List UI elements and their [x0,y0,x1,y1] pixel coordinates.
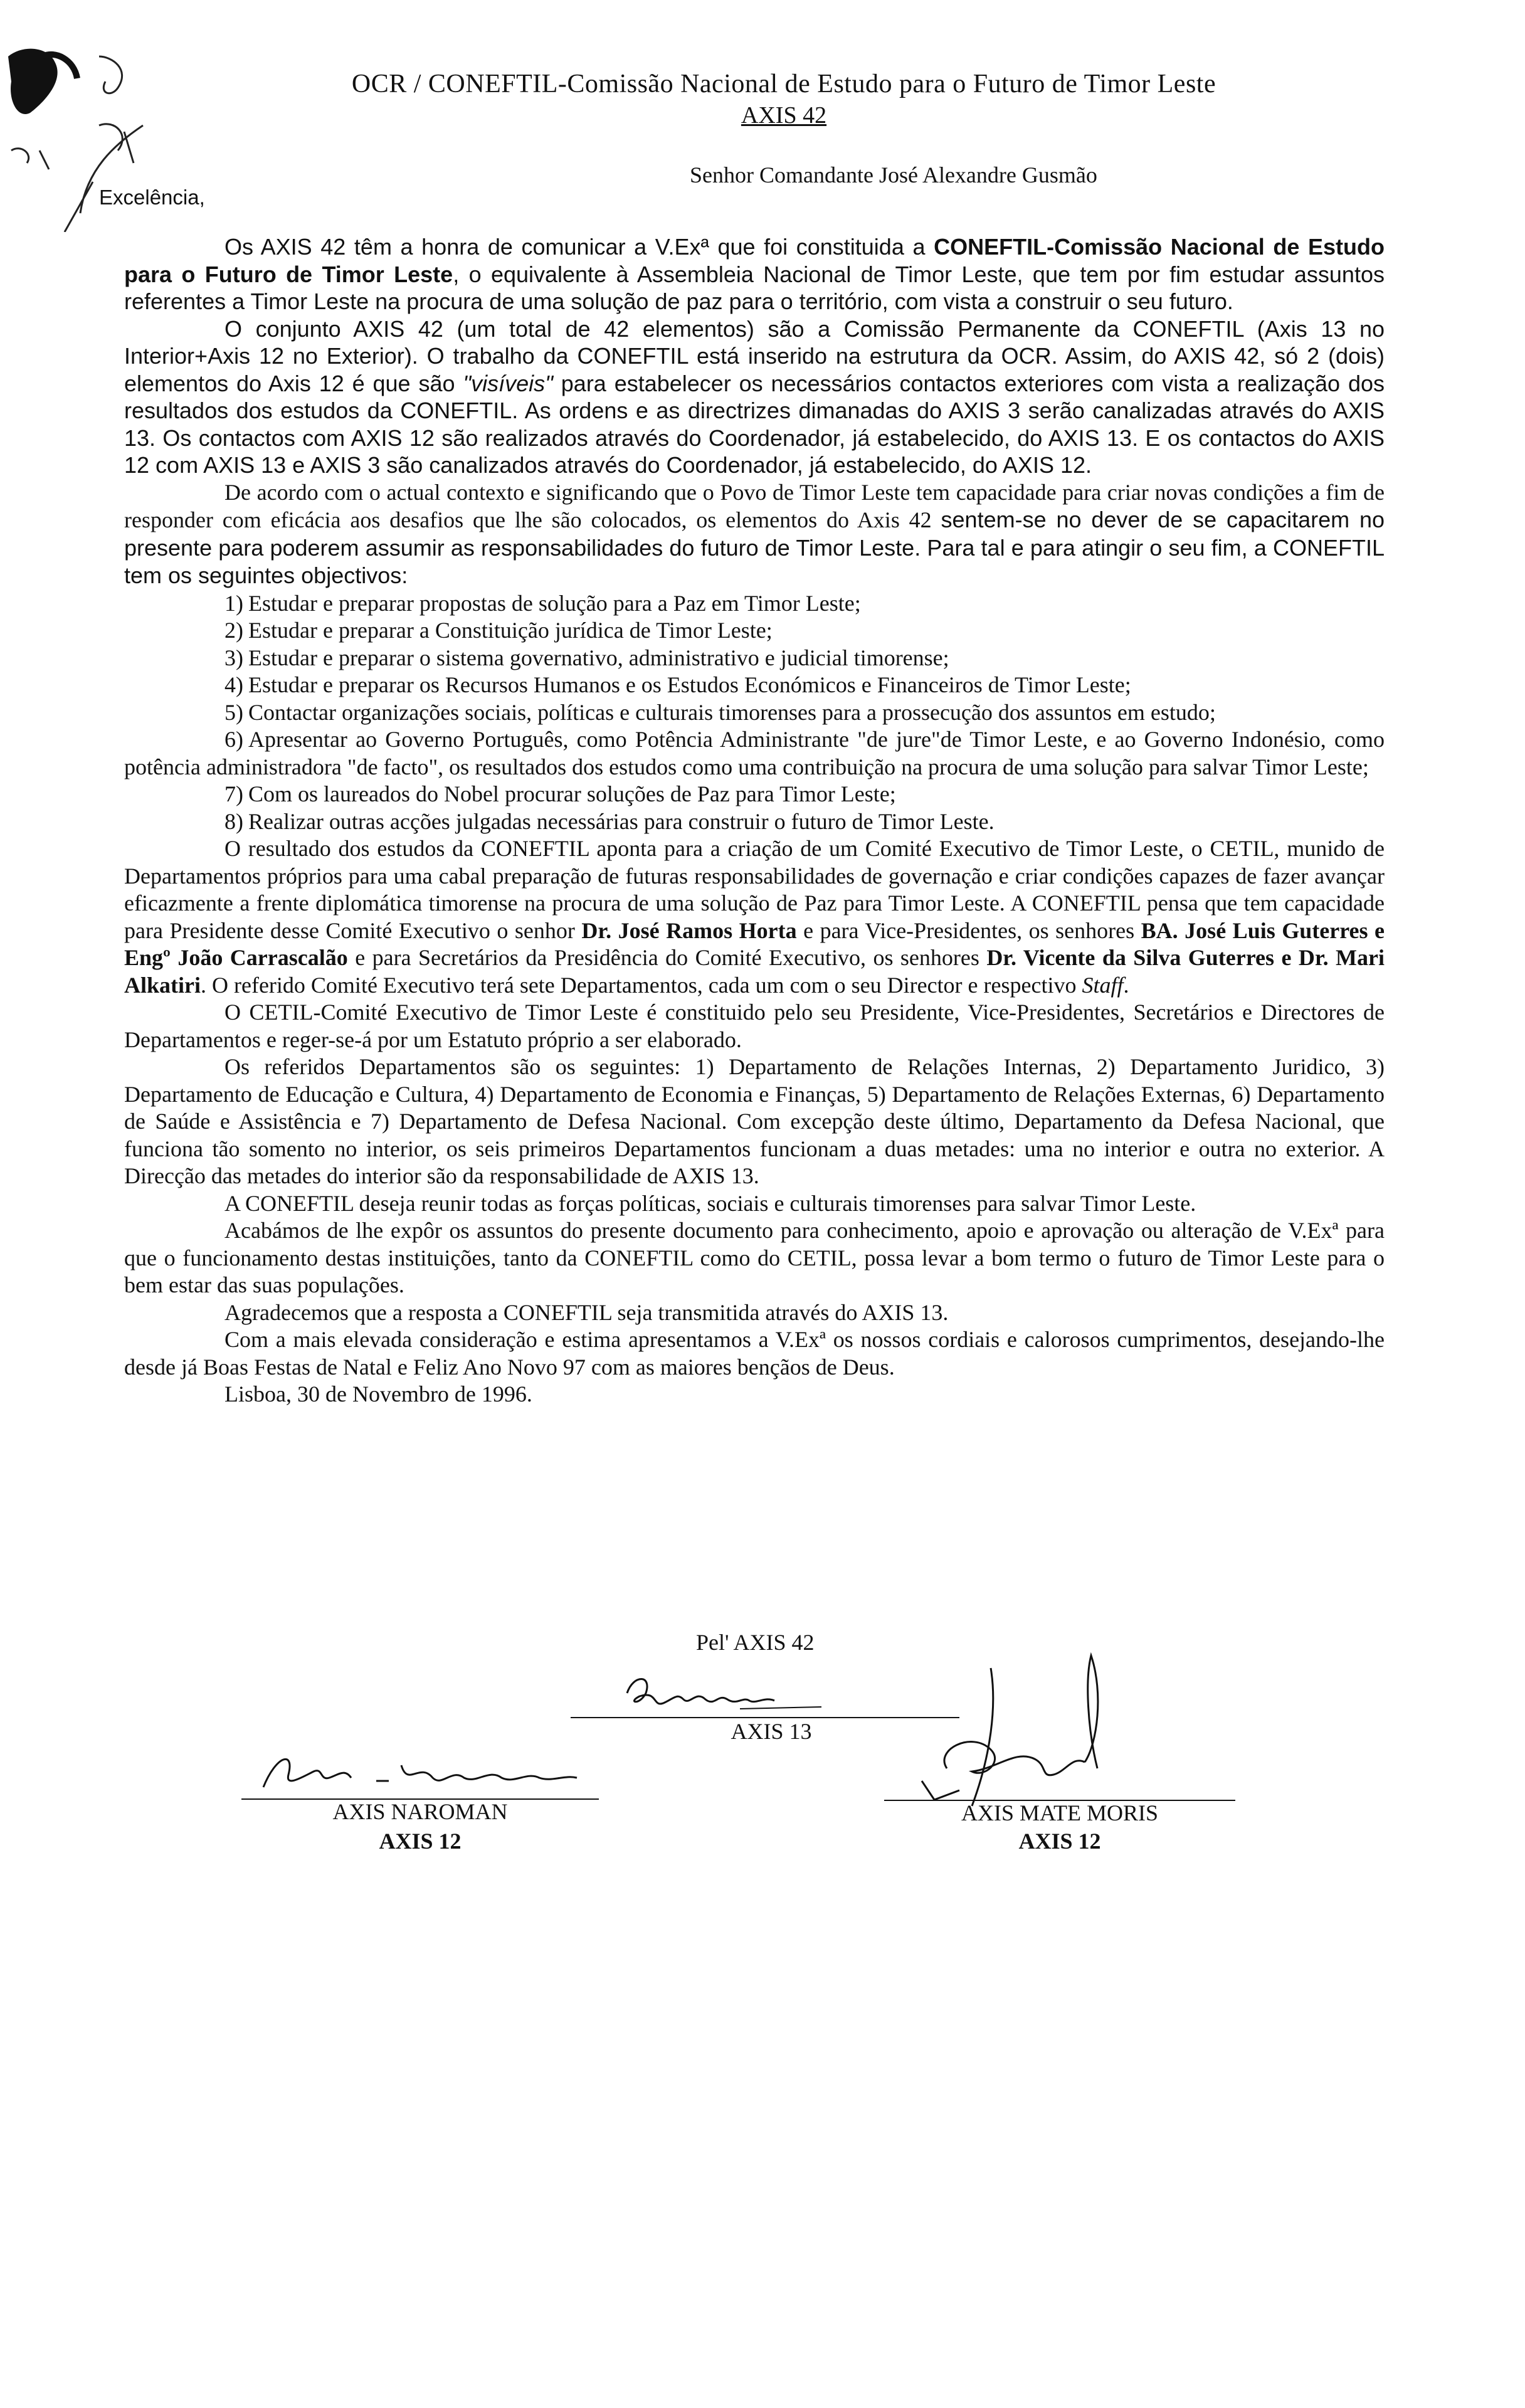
item-number: 7) [224,781,243,806]
text-run: O resultado dos estudos da CONEFTIL aponta para a criação de um Comité Executivo de Timor Leste, o CETIL, munido de Departamentos próprios para uma cabal preparação de futuras responsabilidades de governação e criar condições capazes de fazer avançar eficazmente a frente diplomática timorense na procura de uma solução de Paz para Timor Leste. A CONEFTIL pensa que tem capacidade para Presidente desse Comité Executivo o senhor [124,836,1385,943]
item-number: 6) [224,727,243,752]
item-number: 5) [224,699,243,725]
conefitil-full-name: CONEFTIL-Comissão Nacional de Estudo para o Futuro de Timor Leste [124,234,1385,287]
left-signatory-name: AXIS NAROMAN [332,1799,508,1824]
list-item [124,781,1385,808]
text-run: . O referido Comité Executivo terá sete Departamentos, cada um com o seu Director e respectivo [201,972,1082,998]
paragraph-7: A CONEFTIL deseja reunir todas as forças políticas, sociais e culturais timorenses para salvar Timor Leste. [224,1190,1196,1216]
ink-stroke [11,149,49,169]
list-item [124,617,1385,645]
paragraph-5: O CETIL-Comité Executivo de Timor Leste é constituido pelo seu Presidente, Vice-Presidentes, Secretários e Directores de Departamentos e reger-se-á por um Estatuto próprio a ser elaborado. [124,1000,1385,1052]
text-run: Os AXIS 42 têm a honra de comunicar a V.Exª que foi constituida a [224,234,934,260]
vice-presidents-names: BA. José Luis Guterres e Engº João Carrascalão [124,917,1385,970]
list-item [124,699,1385,727]
item-text: Com os laureados do Nobel procurar soluções de Paz para Timor Leste; [248,781,896,806]
left-signatory-role: AXIS 12 [379,1829,462,1854]
ink-stroke [99,56,122,93]
salutation: Excelência, [99,186,205,209]
text-run-bold: sentem-se no dever de se capacitarem no presente para poderem assumir as responsabilidades do futuro de Timor Leste. Para tal e para atingir o seu fim, a CONEFTIL tem os seguintes objectivos: [124,507,1385,588]
text-run: e para Vice-Presidentes, os senhores [796,917,1141,943]
item-number: 4) [224,672,243,697]
document-subtitle: AXIS 42 [741,102,827,129]
item-number: 1) [224,590,243,616]
objectives-list [124,590,1385,836]
item-number: 8) [224,808,243,834]
item-number: 3) [224,645,243,670]
ink-stroke [65,182,93,232]
paragraph-2 [124,315,1385,479]
item-text: Estudar e preparar a Constituição jurídica de Timor Leste; [248,618,773,643]
paragraph-6: Os referidos Departamentos são os seguintes: 1) Departamento de Relações Internas, 2) Departamento Juridico, 3) Departamento de Educação e Cultura, 4) Departamento de Economia e Finanças, 5) Departamento de Relações Externas, 6) Departamento de Saúde e Assistência e 7) Departamento de Defesa Nacional. Com excepção deste último, Departamento da Defesa Nacional, que funciona tão somento no interior, os seis primeiros Departamentos funcionam a duas metades: uma no interior e outra no exterior. A Direcção das metades do interior são da responsabilidade de AXIS 13. [124,1054,1385,1188]
ink-blot [8,49,58,114]
text-run: , o equivalente à Assembleia Nacional de Timor Leste, que tem por fim estudar assuntos referentes a Timor Leste na procura de uma solução de paz para o território, com vista a construir o seu futuro. [124,261,1385,314]
axis-13-signature [615,1668,828,1718]
list-item [124,590,1385,618]
paragraph-10: Com a mais elevada consideração e estima apresentamos a V.Exª os nossos cordiais e calorosos cumprimentos, desejando-lhe desde já Boas Festas de Natal e Feliz Ano Novo 97 com as maiores bençãos de Deus. [124,1327,1385,1380]
paragraph-3 [124,479,1385,590]
signature-on-behalf-label: Pel' AXIS 42 [696,1630,815,1655]
letter-body [124,233,1385,1408]
item-text: Estudar e preparar propostas de solução para a Paz em Timor Leste; [248,590,861,616]
item-text: Realizar outras acções julgadas necessárias para construir o futuro de Timor Leste. [248,808,995,834]
visible-term: "visíveis" [463,370,553,396]
document-title: OCR / CONEFTIL-Comissão Nacional de Estudo para o Futuro de Timor Leste [351,70,1216,98]
item-text: Estudar e preparar o sistema governativo, administrativo e judicial timorense; [248,645,949,670]
text-run: De acordo com o actual contexto e significando que o Povo de Timor Leste tem capacidade para criar novas condições a fim de responder com eficácia aos desafios que lhe são colocados, os elementos do Axis 42 [124,479,1385,532]
paragraph-8: Acabámos de lhe expôr os assuntos do presente documento para conhecimento, apoio e aprovação ou alteração de V.Exª para que o funcionamento destas instituições, tanto da CONEFTIL como do CETIL, possa levar a bom termo o futuro de Timor Leste para o bem estar das suas populações. [124,1218,1385,1297]
text-run: e para Secretários da Presidência do Comité Executivo, os senhores [347,945,987,970]
list-item [124,726,1385,781]
president-name: Dr. José Ramos Horta [581,917,797,943]
ink-stroke [99,124,134,163]
addressee: Senhor Comandante José Alexandre Gusmão [690,162,1097,187]
center-signatory-role: AXIS 13 [731,1719,812,1744]
letterhead [188,69,1380,129]
list-item [124,808,1385,836]
axis-naroman-signature [251,1743,602,1800]
text-run: para estabelecer os necessários contactos exteriores com vista a realização dos resultados dos estudos da CONEFTIL. As ordens e as directrizes dimanadas do AXIS 3 serão canalizadas através do AXIS 13. Os contactos com AXIS 12 são realizados através do Coordenador, já estabelecido, do AXIS 13. E os contactos do AXIS 12 com AXIS 13 e AXIS 3 são canalizados através do Coordenador, já estabelecido, do AXIS 12. [124,370,1385,478]
paragraph-1 [124,233,1385,315]
staff-term: Staff [1082,972,1124,998]
right-signatory-role: AXIS 12 [1018,1829,1101,1854]
text-run: O conjunto AXIS 42 (um total de 42 elementos) são a Comissão Permanente da CONEFTIL (Axis 13 no Interior+Axis 12 no Exterior). O trabalho da CONEFTIL está inserido na estrutura da OCR. Assim, do AXIS 42, só 2 (dois) elementos do Axis 12 é que são [124,315,1385,396]
item-text: Estudar e preparar os Recursos Humanos e os Estudos Económicos e Financeiros de Timor Leste; [248,672,1131,697]
item-text: Contactar organizações sociais, políticas e culturais timorenses para a prossecução dos assuntos em estudo; [248,699,1216,725]
place-and-date: Lisboa, 30 de Novembro de 1996. [224,1381,532,1407]
list-item [124,672,1385,699]
paragraph-9: Agradecemos que a resposta a CONEFTIL seja transmitida através do AXIS 13. [224,1299,949,1325]
item-number: 2) [224,618,243,643]
paragraph-4 [124,835,1385,999]
secretaries-names: Dr. Vicente da Silva Guterres e Dr. Mari Alkatiri [124,945,1385,998]
text-run: . [1123,972,1129,998]
item-text: Apresentar ao Governo Português, como Potência Administrante "de jure"de Timor Leste, e ao Governo Indonésio, como potência administradora "de facto", os resultados dos estudos como uma contribuição na procura de uma solução para salvar Timor Leste; [124,727,1385,779]
right-signatory-name: AXIS MATE MORIS [961,1800,1159,1825]
list-item [124,645,1385,672]
axis-mate-moris-signature [897,1643,1160,1819]
